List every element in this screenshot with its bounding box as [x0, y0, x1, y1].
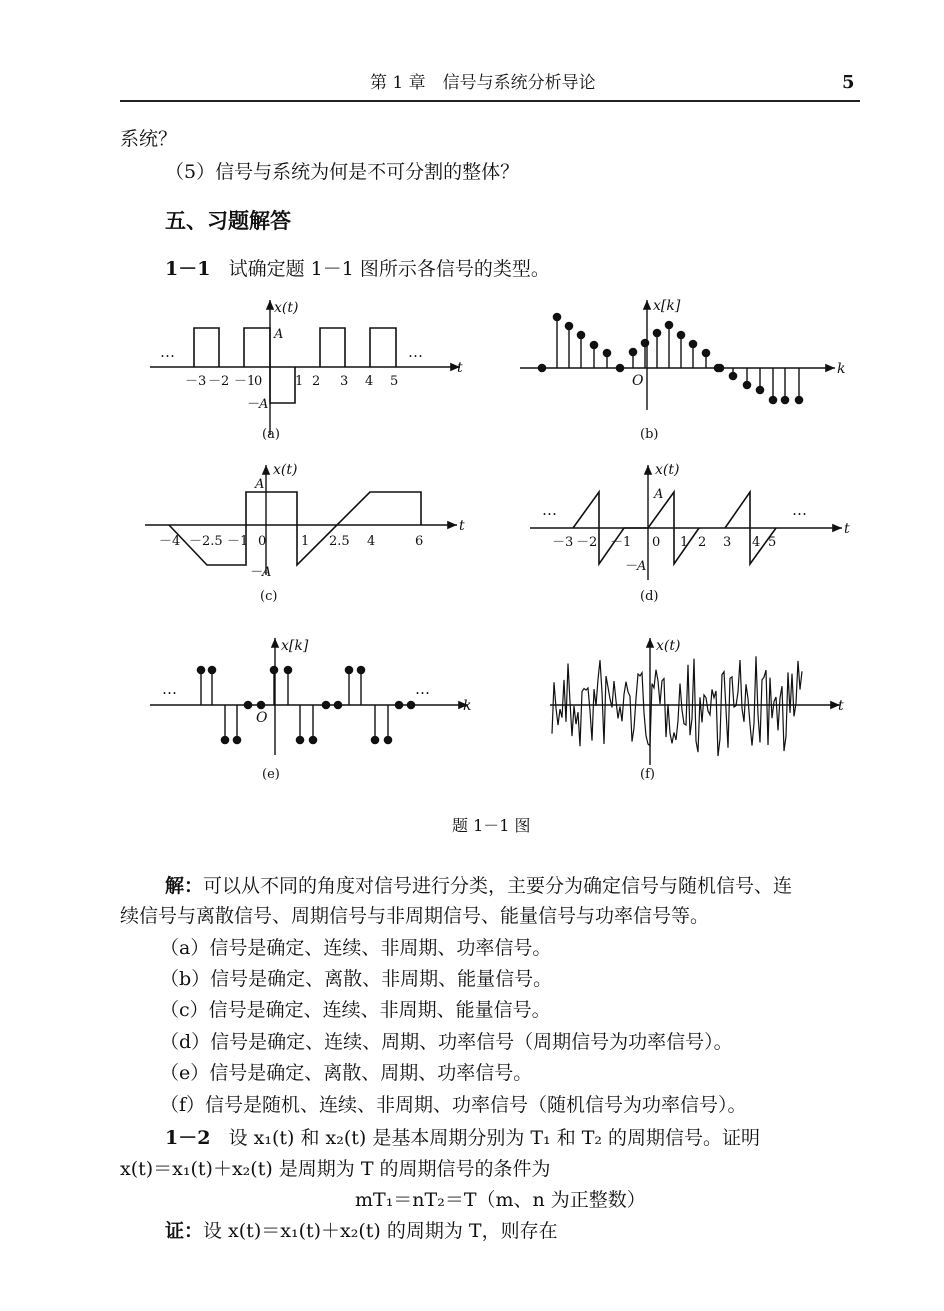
- figure-e: [150, 630, 480, 790]
- figure-caption: 题 1－1 图: [452, 816, 531, 835]
- tick-a-2: －1: [234, 374, 256, 389]
- x-label: t: [844, 521, 850, 537]
- stem-dot: [270, 666, 277, 673]
- tick-d-7: 4: [752, 535, 761, 550]
- tick-d-2: －1: [610, 535, 632, 550]
- proof-label: 证：: [165, 1220, 204, 1242]
- solution-text-1: 可以从不同的角度对信号进行分类，主要分为确定信号与随机信号、连: [203, 875, 793, 897]
- problem-1-2-equation: mT₁＝nT₂＝T（m、n 为正整数）: [355, 1189, 646, 1211]
- y-label: x(t): [655, 462, 680, 478]
- caption-f: (f): [640, 767, 655, 782]
- stem-dot: [616, 364, 623, 371]
- stem-dot: [553, 313, 560, 320]
- square-wave: [194, 328, 399, 403]
- waveform: [169, 492, 424, 565]
- amp-label: A: [654, 487, 664, 502]
- problem-1-2-line-1: [165, 1127, 760, 1149]
- solution-line-1: [165, 875, 792, 897]
- proof-line: [165, 1220, 558, 1242]
- figure-b: [520, 290, 850, 450]
- stem-dot: [702, 349, 709, 356]
- stem-dot: [284, 666, 291, 673]
- stem-dot: [257, 701, 264, 708]
- stem-dot: [689, 340, 696, 347]
- stem-dot: [629, 348, 636, 355]
- tick-a-0: －3: [185, 374, 207, 389]
- tick-c-0: －4: [159, 534, 181, 549]
- random-signal: [552, 656, 802, 756]
- caption-e: (e): [262, 767, 280, 782]
- stem-dot: [653, 329, 660, 336]
- y-label: x[k]: [653, 298, 681, 314]
- tick-a-4: 1: [295, 374, 304, 389]
- origin-label: O: [632, 373, 644, 389]
- solution-item-b: （b）信号是确定、离散、非周期、能量信号。: [160, 968, 553, 990]
- problem-1-1-text: 试确定题 1－1 图所示各信号的类型。: [228, 258, 550, 280]
- stem-dot: [208, 666, 215, 673]
- figure-a: [150, 290, 480, 450]
- stem-dot: [384, 736, 391, 743]
- stem-dot: [197, 666, 204, 673]
- stem-dot: [407, 701, 414, 708]
- stem-dot: [309, 736, 316, 743]
- tick-d-0: －3: [552, 535, 574, 550]
- ellipsis-left: …: [162, 680, 177, 698]
- solution-label: 解：: [165, 875, 204, 897]
- page-number: 5: [842, 72, 855, 93]
- stem-dot: [716, 364, 723, 371]
- tick-c-1: －2.5: [189, 534, 223, 549]
- tick-c-7: 6: [415, 534, 424, 549]
- y-label: x(t): [274, 300, 299, 316]
- stem-dot: [244, 701, 251, 708]
- stem-dot: [538, 364, 545, 371]
- stem-dot: [345, 666, 352, 673]
- tick-c-4: 1: [301, 534, 310, 549]
- figure-f: [540, 630, 850, 790]
- stem-dot: [371, 736, 378, 743]
- stem-dot: [357, 666, 364, 673]
- x-label: t: [838, 698, 844, 714]
- intro-line-2: （5）信号与系统为何是不可分割的整体？: [165, 161, 520, 183]
- figure-c: [145, 460, 475, 610]
- tick-a-7: 4: [365, 374, 374, 389]
- amp-label: A: [274, 327, 284, 342]
- problem-1-2-number: 1－2: [165, 1127, 211, 1149]
- tick-d-3: 0: [652, 535, 661, 550]
- tick-d-1: －2: [576, 535, 598, 550]
- tick-c-5: 2.5: [329, 534, 350, 549]
- ellipsis-right: …: [408, 343, 423, 361]
- x-label: t: [459, 518, 465, 534]
- stem-dot: [781, 396, 788, 403]
- solution-item-d: （d）信号是确定、连续、周期、功率信号（周期信号为功率信号）。: [160, 1031, 733, 1053]
- neg-amp-label: －A: [246, 397, 269, 412]
- tick-d-6: 3: [723, 535, 732, 550]
- problem-1-2-line-2: x(t)＝x₁(t)＋x₂(t) 是周期为 T 的周期信号的条件为: [120, 1158, 551, 1180]
- solution-line-2: 续信号与离散信号、周期信号与非周期信号、能量信号与功率信号等。: [120, 905, 710, 927]
- ellipsis-left: …: [160, 343, 175, 361]
- stem-dot: [334, 701, 341, 708]
- stem-dot: [795, 396, 802, 403]
- stem-sequence: [538, 313, 802, 403]
- tick-a-5: 2: [312, 374, 321, 389]
- solution-item-c: （c）信号是确定、连续、非周期、能量信号。: [160, 999, 551, 1021]
- stem-dot: [677, 331, 684, 338]
- tick-d-5: 2: [698, 535, 707, 550]
- problem-1-1: [165, 258, 550, 280]
- solution-item-a: （a）信号是确定、连续、非周期、功率信号。: [160, 937, 552, 959]
- tick-a-3: 0: [254, 374, 263, 389]
- neg-amp-label: －A: [249, 565, 272, 580]
- amp-label: A: [255, 477, 265, 492]
- running-header: 第 1 章 信号与系统分析导论: [370, 73, 596, 93]
- header-rule: [120, 100, 860, 102]
- solution-item-f: （f）信号是随机、连续、非周期、功率信号（随机信号为功率信号）。: [160, 1094, 747, 1116]
- stem-dot: [233, 736, 240, 743]
- tick-a-8: 5: [390, 374, 399, 389]
- stem-dot: [590, 341, 597, 348]
- tick-d-8: 5: [768, 535, 777, 550]
- caption-d: (d): [640, 589, 659, 604]
- section-title: 五、习题解答: [165, 208, 291, 233]
- caption-a: (a): [262, 427, 280, 442]
- tick-d-4: 1: [680, 535, 689, 550]
- tick-c-2: －1: [227, 534, 249, 549]
- tick-a-1: －2: [208, 374, 230, 389]
- y-label: x(t): [656, 638, 681, 654]
- figure-d: [530, 460, 860, 610]
- proof-text: 设 x(t)＝x₁(t)＋x₂(t) 的周期为 T，则存在: [203, 1220, 558, 1242]
- stem-dot: [603, 349, 610, 356]
- caption-c: (c): [260, 589, 278, 604]
- stem-dot: [221, 736, 228, 743]
- stem-dot: [296, 736, 303, 743]
- ellipsis-right: …: [792, 501, 807, 519]
- stem-dot: [665, 321, 672, 328]
- tick-c-6: 4: [367, 534, 376, 549]
- stem-dot: [322, 701, 329, 708]
- y-label: x(t): [273, 462, 298, 478]
- problem-1-2-text-1: 设 x₁(t) 和 x₂(t) 是基本周期分别为 T₁ 和 T₂ 的周期信号。证明: [228, 1127, 761, 1149]
- stem-dot: [565, 322, 572, 329]
- k-label: k: [463, 698, 472, 714]
- x-label: t: [457, 360, 463, 376]
- stem-dot: [577, 331, 584, 338]
- ellipsis-left: …: [542, 501, 557, 519]
- stem-dot: [395, 701, 402, 708]
- caption-b: (b): [640, 427, 659, 442]
- solution-item-e: （e）信号是确定、离散、周期、功率信号。: [160, 1062, 533, 1084]
- intro-line-1: 系统？: [120, 128, 178, 150]
- problem-1-1-number: 1－1: [165, 258, 211, 280]
- neg-amp-label: －A: [624, 559, 647, 574]
- k-label: k: [837, 361, 846, 377]
- ellipsis-right: …: [415, 680, 430, 698]
- stem-dot: [743, 381, 750, 388]
- stem-dot: [641, 339, 648, 346]
- stem-dot: [756, 386, 763, 393]
- y-label: x[k]: [281, 638, 309, 654]
- stem-dot: [769, 396, 776, 403]
- stem-dot: [729, 372, 736, 379]
- origin-label: O: [256, 710, 268, 726]
- tick-a-6: 3: [340, 374, 349, 389]
- tick-c-3: 0: [258, 534, 267, 549]
